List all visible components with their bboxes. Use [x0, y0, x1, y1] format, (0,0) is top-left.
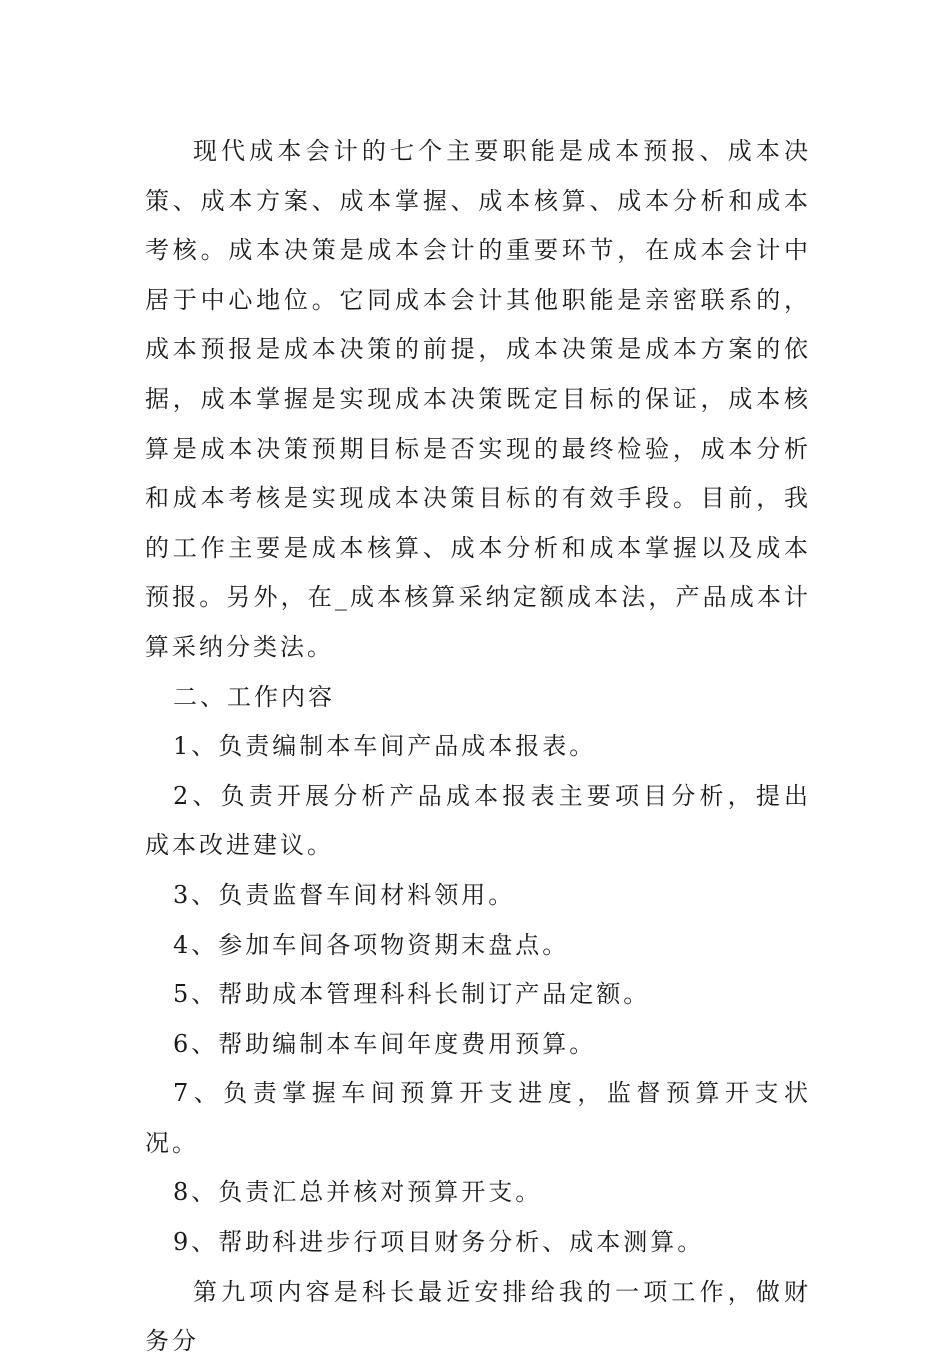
list-item: 3、负责监督车间材料领用。 — [173, 880, 516, 909]
section-heading: 二、工作内容 — [173, 682, 335, 711]
document-body — [145, 127, 811, 1367]
list-item: 7、负责掌握车间预算开支进度，监督预算开支状况。 — [145, 1079, 811, 1157]
list-item: 8、负责汇总并核对预算开支。 — [173, 1178, 543, 1207]
list-item: 4、参加车间各项物资期末盘点。 — [173, 930, 570, 959]
list-item: 9、帮助科进步行项目财务分析、成本测算。 — [173, 1228, 705, 1257]
list-item: 6、帮助编制本车间年度费用预算。 — [173, 1029, 597, 1058]
list-item: 1、负责编制本车间产品成本报表。 — [173, 732, 597, 761]
list-item: 2、负责开展分析产品成本报表主要项目分析，提出成本改进建议。 — [145, 781, 811, 860]
list-item: 5、帮助成本管理科科长制订产品定额。 — [173, 980, 651, 1009]
closing-paragraph: 第九项内容是科长最近安排给我的一项工作，做财务分 — [145, 1277, 811, 1356]
intro-paragraph: 现代成本会计的七个主要职能是成本预报、成本决策、成本方案、成本掌握、成本核算、成本分析和成本考核。成本决策是成本会计的重要环节，在成本会计中居于中心地位。它同成本会计其他职能是亲密联系的，成本预报是成本决策的前提，成本决策是成本方案的依据，成本掌握是实现成本决策既定目标的保证，成本核算是成本决策预期目标是否实现的最终检验，成本分析和成本考核是实现成本决策目标的有效手段。目前，我的工作主要是成本核算、成本分析和成本掌握以及成本预报。另外，在_成本核算采纳定额成本法，产品成本计算采纳分类法。 — [145, 137, 811, 661]
